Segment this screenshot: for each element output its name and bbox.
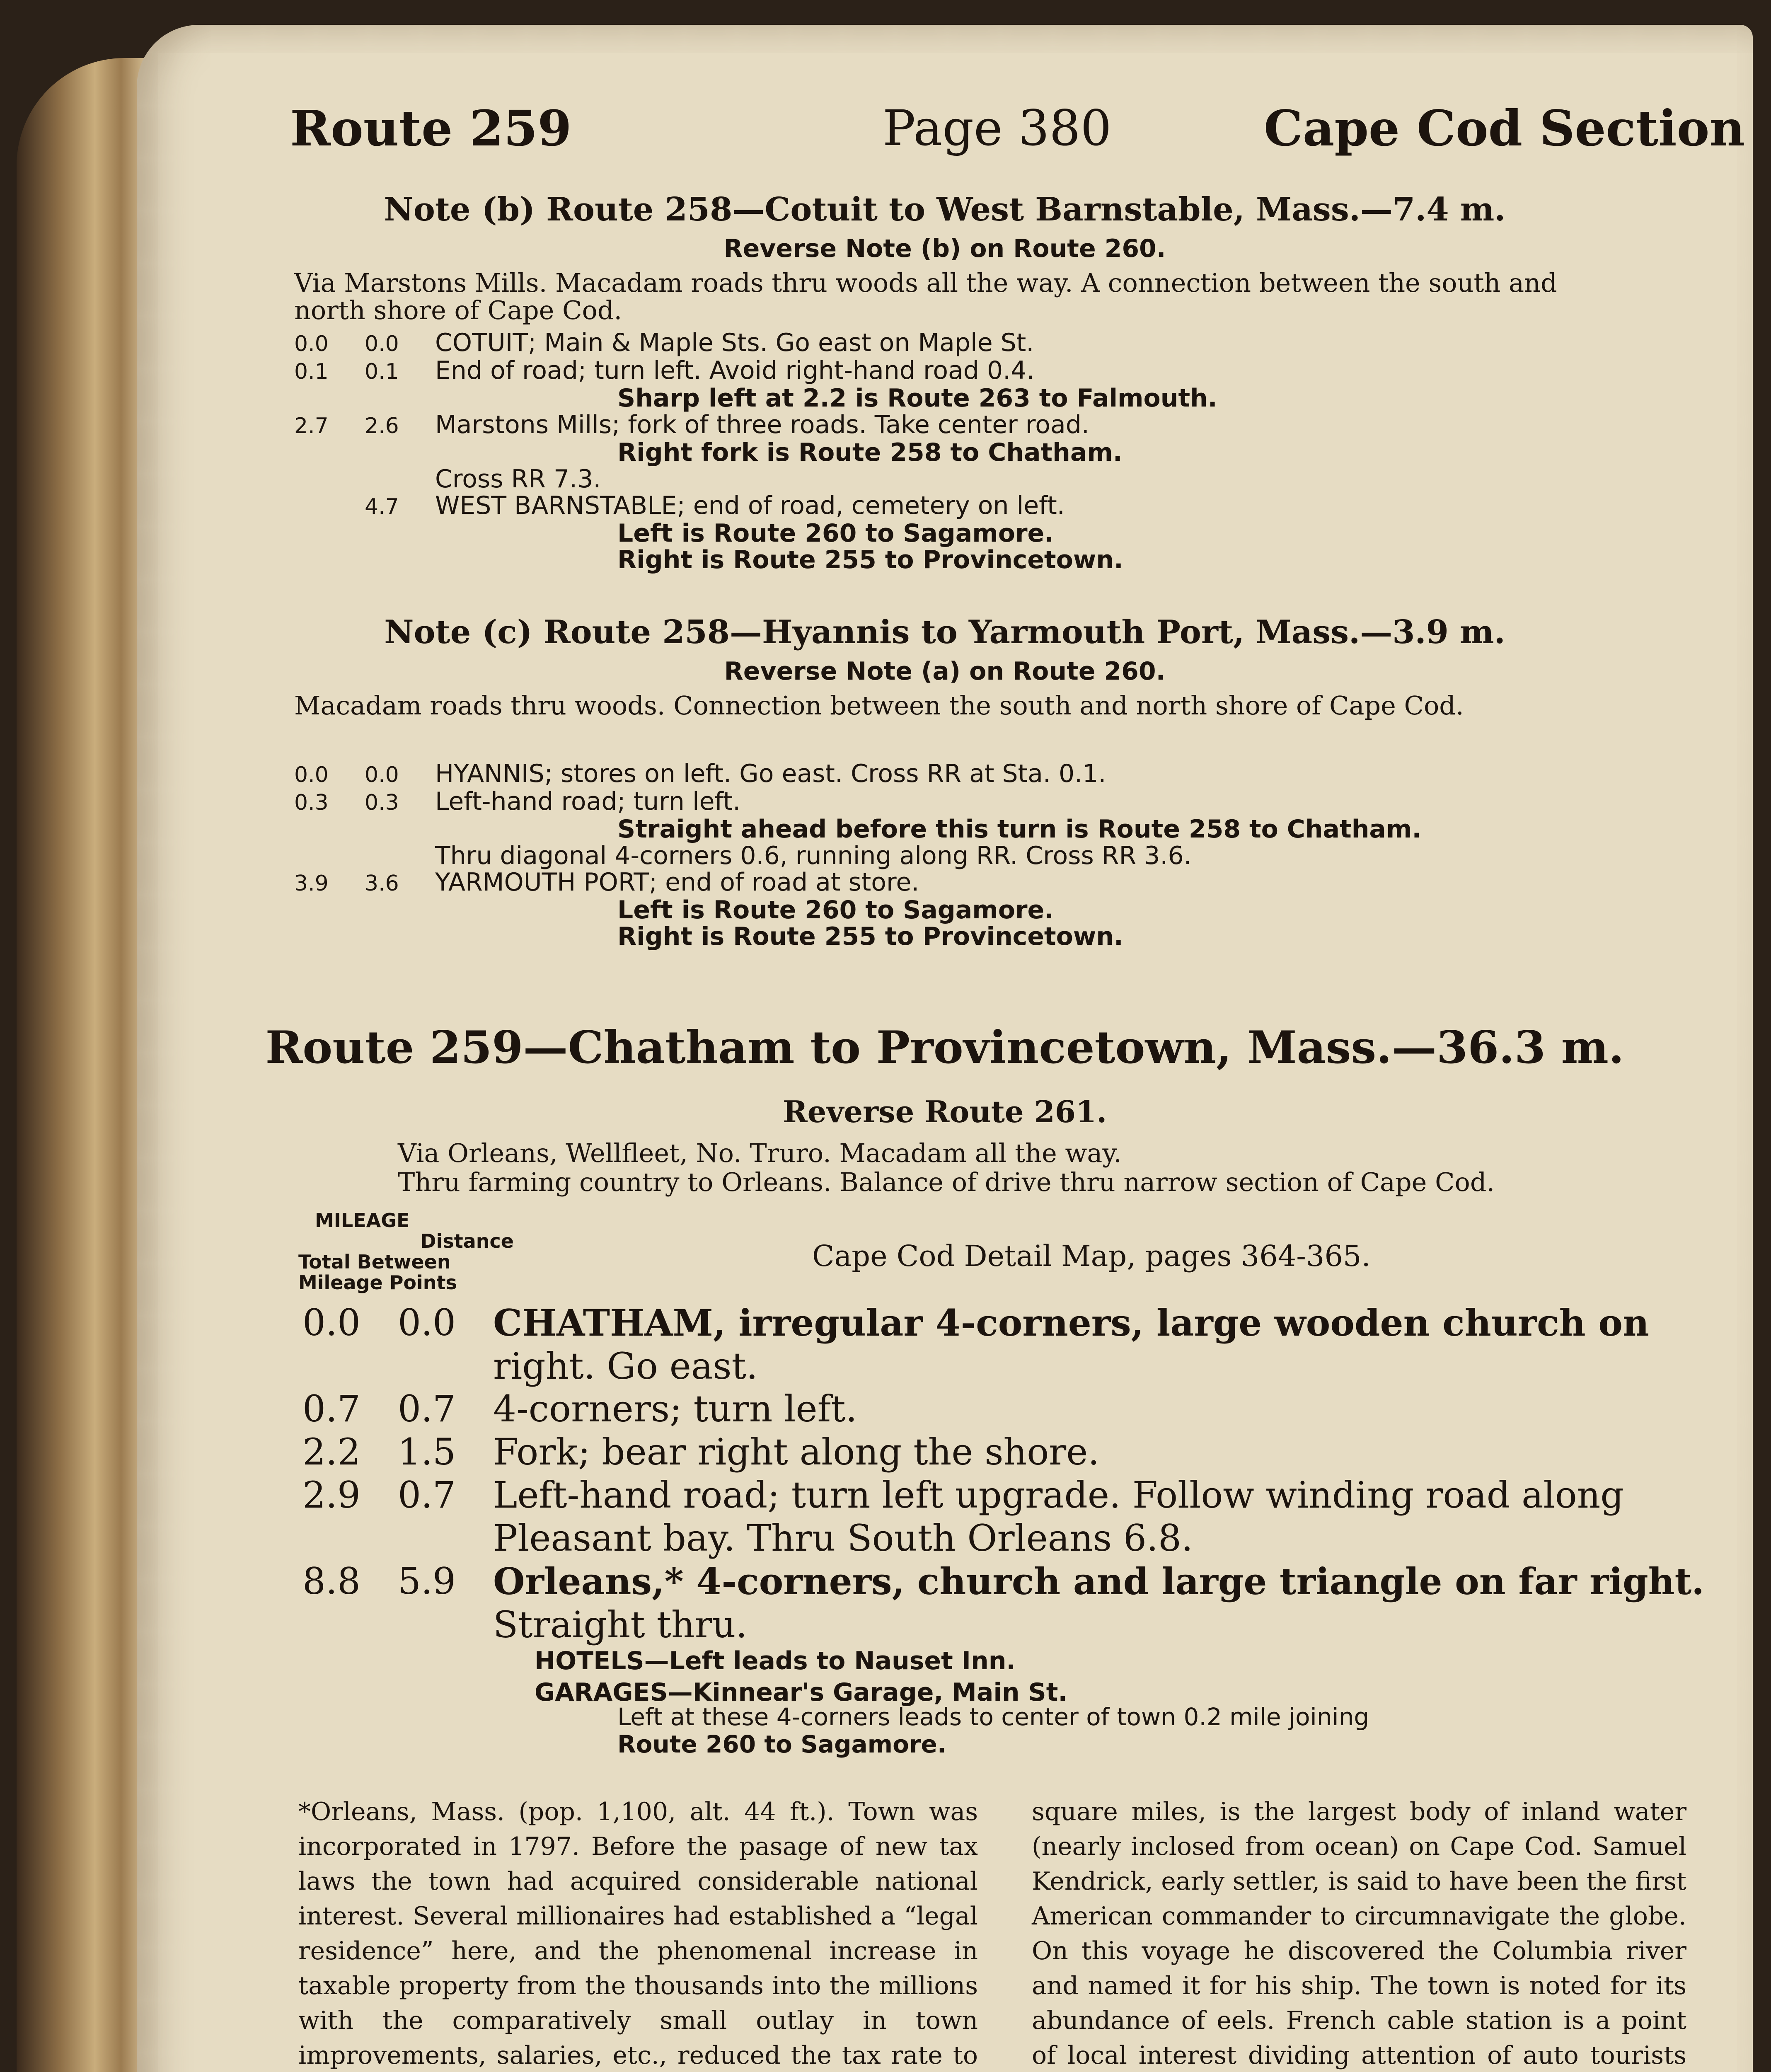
note-c-line: 0.0 0.0 HYANNIS; stores on left. Go east. Cross RR at Sta. 0.1.	[294, 759, 1106, 788]
note-c-line: Thru diagonal 4-corners 0.6, running along RR. Cross RR 3.6.	[435, 841, 1192, 870]
map-reference: Cape Cod Detail Map, pages 364-365.	[812, 1239, 1371, 1273]
note-b-line: Right fork is Route 258 to Chatham.	[617, 438, 1123, 467]
note-c-reverse: Reverse Note (a) on Route 260.	[724, 657, 1166, 686]
note-b-line: 4.7 WEST BARNSTABLE; end of road, cemetery on left.	[365, 491, 1065, 520]
route-step: 0.7 0.7 4-corners; turn left.	[302, 1387, 857, 1430]
note-b-line: 2.7 2.6 Marstons Mills; fork of three roads. Take center road.	[294, 410, 1089, 439]
route-step: 0.0 0.0 CHATHAM, irregular 4-corners, large wooden church on right. Go east.	[302, 1301, 1649, 1387]
route-thru: Thru farming country to Orleans. Balance of drive thru narrow section of Cape Cod.	[398, 1167, 1495, 1197]
note-c-steps	[294, 760, 1662, 950]
note-c-line: Right is Route 255 to Provincetown.	[617, 922, 1123, 951]
orleans-left-note: Left at these 4-corners leads to center of town 0.2 mile joining Route 260 to Sagamore.	[617, 1703, 1369, 1758]
route-step: 2.2 1.5 Fork; bear right along the shore.	[302, 1431, 1100, 1473]
note-b-title: Note (b) Route 258—Cotuit to West Barnstable, Mass.—7.4 m.	[384, 191, 1506, 228]
note-b-line: Sharp left at 2.2 is Route 263 to Falmouth.	[617, 384, 1217, 413]
note-b-intro: Via Marstons Mills. Macadam roads thru woods all the way. A connection between the south and north shore of Cape Cod.	[294, 268, 1557, 325]
note-b-line: Cross RR 7.3.	[435, 465, 601, 494]
note-c-line: 3.9 3.6 YARMOUTH PORT; end of road at store.	[294, 868, 919, 897]
running-head-route: Route 259	[290, 99, 572, 157]
note-b-line: Right is Route 255 to Provincetown.	[617, 545, 1123, 574]
note-c-line: Straight ahead before this turn is Route 258 to Chatham.	[617, 815, 1422, 844]
note-b-steps	[294, 329, 1662, 573]
book-page	[137, 25, 1753, 2072]
route-title: Route 259—Chatham to Provincetown, Mass.—36.3 m.	[265, 1021, 1624, 1074]
route-step: 2.9 0.7 Left-hand road; turn left upgrade. Follow winding road along Pleasant bay. Thru South Orleans 6.8.	[302, 1474, 1624, 1559]
route-step: 8.8 5.9 Orleans,* 4-corners, church and large triangle on far right. Straight thru.	[302, 1560, 1704, 1646]
note-b-line: 0.1 0.1 End of road; turn left. Avoid right-hand road 0.4.	[294, 356, 1035, 385]
orleans-column-right: square miles, is the largest body of inland water (nearly inclosed from ocean) on Cape Cod. Samuel Kendrick, early settler, is said to have been the first American commander to circumnavigate the globe. On this voyage he discovered the Columbia river and named it for his ship. The town is noted for its abundance of eels. French cable station is a point of local interest dividing attention of auto tourists	[1032, 1797, 1686, 2070]
orleans-services: HOTELS—Left leads to Nauset Inn. GARAGES—Kinnear's Garage, Main St.	[535, 1646, 1068, 1707]
note-c-line: 0.3 0.3 Left-hand road; turn left.	[294, 787, 741, 816]
note-b-line: Left is Route 260 to Sagamore.	[617, 519, 1054, 548]
route-reverse: Reverse Route 261.	[782, 1094, 1107, 1129]
note-c-title: Note (c) Route 258—Hyannis to Yarmouth Port, Mass.—3.9 m.	[384, 613, 1505, 651]
mileage-legend: MILEAGE Distance Total Between Mileage Points	[298, 1209, 514, 1294]
note-b-line: 0.0 0.0 COTUIT; Main & Maple Sts. Go east on Maple St.	[294, 328, 1034, 357]
running-head-section: Cape Cod Section	[1264, 99, 1745, 157]
route-steps	[298, 1301, 1707, 1646]
route-via: Via Orleans, Wellfleet, No. Truro. Macadam all the way.	[398, 1138, 1122, 1168]
note-b-reverse: Reverse Note (b) on Route 260.	[723, 234, 1166, 263]
page-number: Page 380	[883, 99, 1112, 157]
note-c-line: Left is Route 260 to Sagamore.	[617, 896, 1054, 925]
note-c-intro: Macadam roads thru woods. Connection between the south and north shore of Cape Cod.	[294, 690, 1464, 721]
orleans-column-left: *Orleans, Mass. (pop. 1,100, alt. 44 ft.). Town was incorporated in 1797. Before the pasage of new tax laws the town had acquired considerable national interest. Several millionaires had established a “legal residence” here, and the phenomenal increase in taxable property from the thousands into the millions with the comparatively small outlay in town improvements, salaries, etc., reduced the tax rate to	[298, 1797, 978, 2070]
